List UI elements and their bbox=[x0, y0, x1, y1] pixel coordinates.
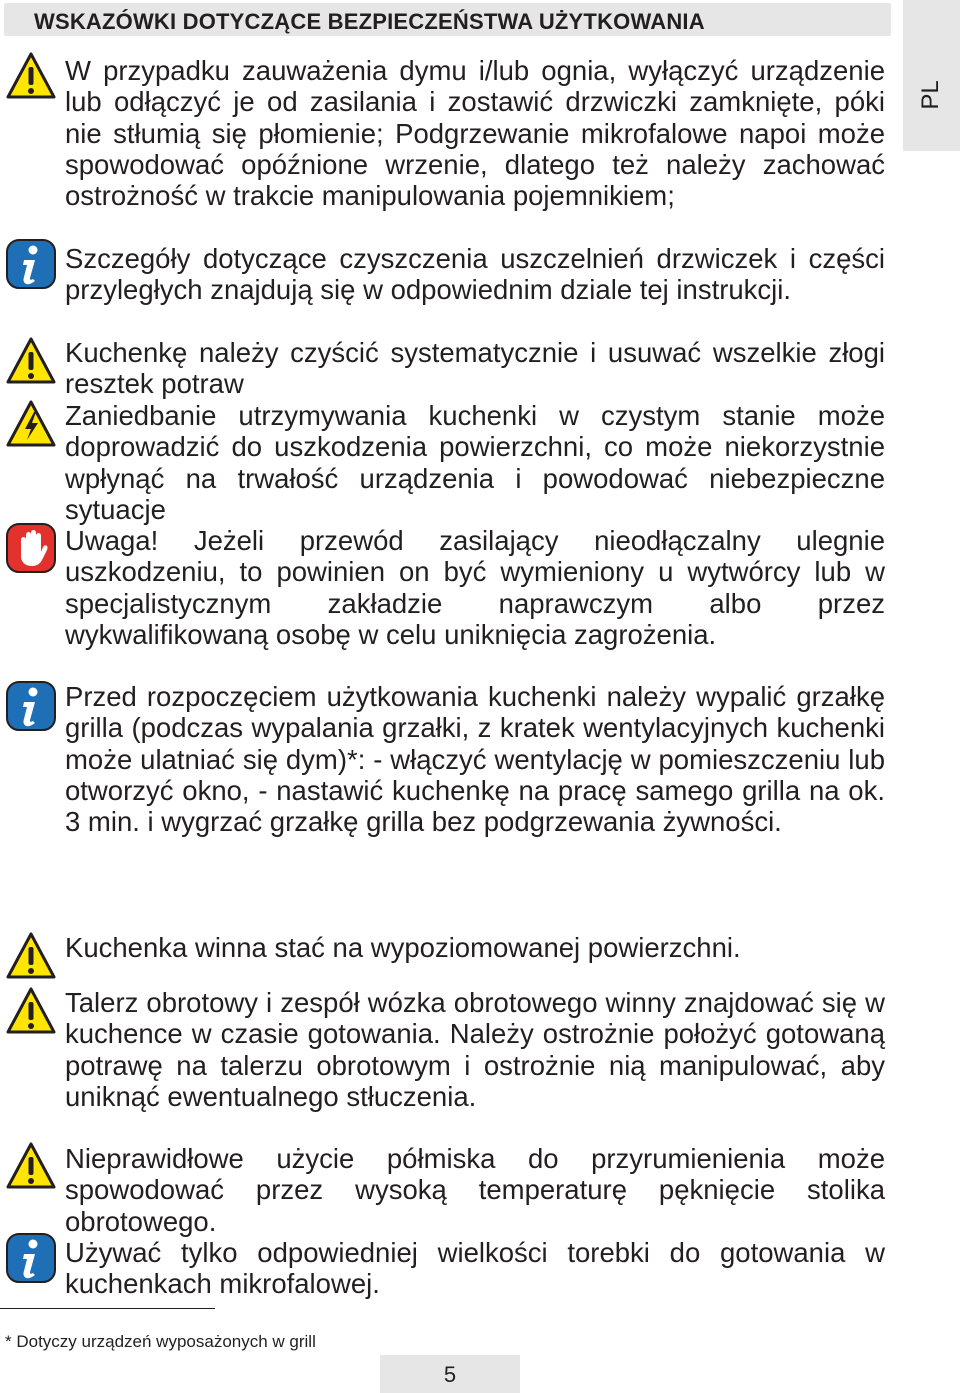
warning-icon bbox=[5, 50, 57, 102]
safety-paragraph-neglect: Zaniedbanie utrzymywania kuchenki w czystym stanie może doprowadzić do uszkodzenia powierzchni, co może niekorzystnie wpłynąć na trwałość urządzenia i powodować niebezpieczne sytuacje bbox=[65, 400, 885, 525]
warning-icon bbox=[5, 1140, 57, 1192]
language-label: PL bbox=[917, 80, 944, 110]
header-bar bbox=[4, 3, 891, 36]
stop-hand-icon bbox=[5, 522, 57, 574]
warning-icon bbox=[5, 985, 57, 1037]
page-number: 5 bbox=[443, 1362, 457, 1387]
safety-paragraph-cleaning: Kuchenkę należy czyścić systematycznie i usuwać wszelkie złogi resztek potraw bbox=[65, 337, 885, 400]
page-number-box bbox=[380, 1355, 520, 1393]
language-tab bbox=[903, 0, 960, 151]
safety-paragraph-level-surface: Kuchenka winna stać na wypoziomowanej powierzchni. bbox=[65, 932, 741, 963]
footnote: * Dotyczy urządzeń wyposażonych w grill bbox=[5, 1332, 316, 1351]
info-icon bbox=[5, 238, 57, 290]
info-paragraph-seal-cleaning: Szczegóły dotyczące czyszczenia uszczelnień drzwiczek i części przyległych znajdują się w odpowiednim dziale tej instrukcji. bbox=[65, 243, 885, 306]
safety-paragraph-smoke-fire: W przypadku zauważenia dymu i/lub ognia, wyłączyć urządzenie lub odłączyć je od zasilania i zostawić drzwiczki zamknięte, póki nie stłumią się płomienie; Podgrzewanie mikrofalowe napoi może spowodować opóźnione wrzenie, dlatego też należy zachować ostrożność w trakcie manipulowania pojemnikiem; bbox=[65, 55, 885, 212]
info-paragraph-grill-burn-in: Przed rozpoczęciem użytkowania kuchenki należy wypalić grzałkę grilla (podczas wypalania grzałki, z kratek wentylacyjnych kuchenki może ulatniać się dym)*: - włączyć wentylację w pomieszczeniu lub otworzyć okno, - nastawić kuchenkę na pracę samego grilla na ok. 3 min. i wygrzać grzałkę grilla bez podgrzewania żywności. bbox=[65, 681, 885, 838]
safety-paragraph-power-cord: Uwaga! Jeżeli przewód zasilający nieodłączalny ulegnie uszkodzeniu, to powinien on być wymieniony u wytwórcy lub w specjalistycznym zakładzie naprawczym albo przez wykwalifikowaną osobę w celu uniknięcia zagrożenia. bbox=[65, 525, 885, 650]
electric-hazard-icon bbox=[5, 398, 57, 450]
warning-icon bbox=[5, 930, 57, 982]
safety-paragraph-browning-dish: Nieprawidłowe użycie półmiska do przyrumienienia może spowodować przez wysoką temperaturę pęknięcie stolika obrotowego. bbox=[65, 1143, 885, 1237]
safety-paragraph-turntable: Talerz obrotowy i zespół wózka obrotowego winny znajdować się w kuchence w czasie gotowania. Należy ostrożnie położyć gotowaną potrawę na talerzu obrotowym i ostrożnie nią manipulować, aby uniknąć ewentualnego stłuczenia. bbox=[65, 987, 885, 1112]
page-title: WSKAZÓWKI DOTYCZĄCE BEZPIECZEŃSTWA UŻYTKOWANIA bbox=[34, 9, 705, 34]
info-icon bbox=[5, 1232, 57, 1284]
footnote-divider bbox=[0, 1308, 215, 1309]
warning-icon bbox=[5, 335, 57, 387]
info-icon bbox=[5, 680, 57, 732]
info-paragraph-bag-size: Używać tylko odpowiedniej wielkości torebki do gotowania w kuchenkach mikrofalowej. bbox=[65, 1237, 885, 1300]
